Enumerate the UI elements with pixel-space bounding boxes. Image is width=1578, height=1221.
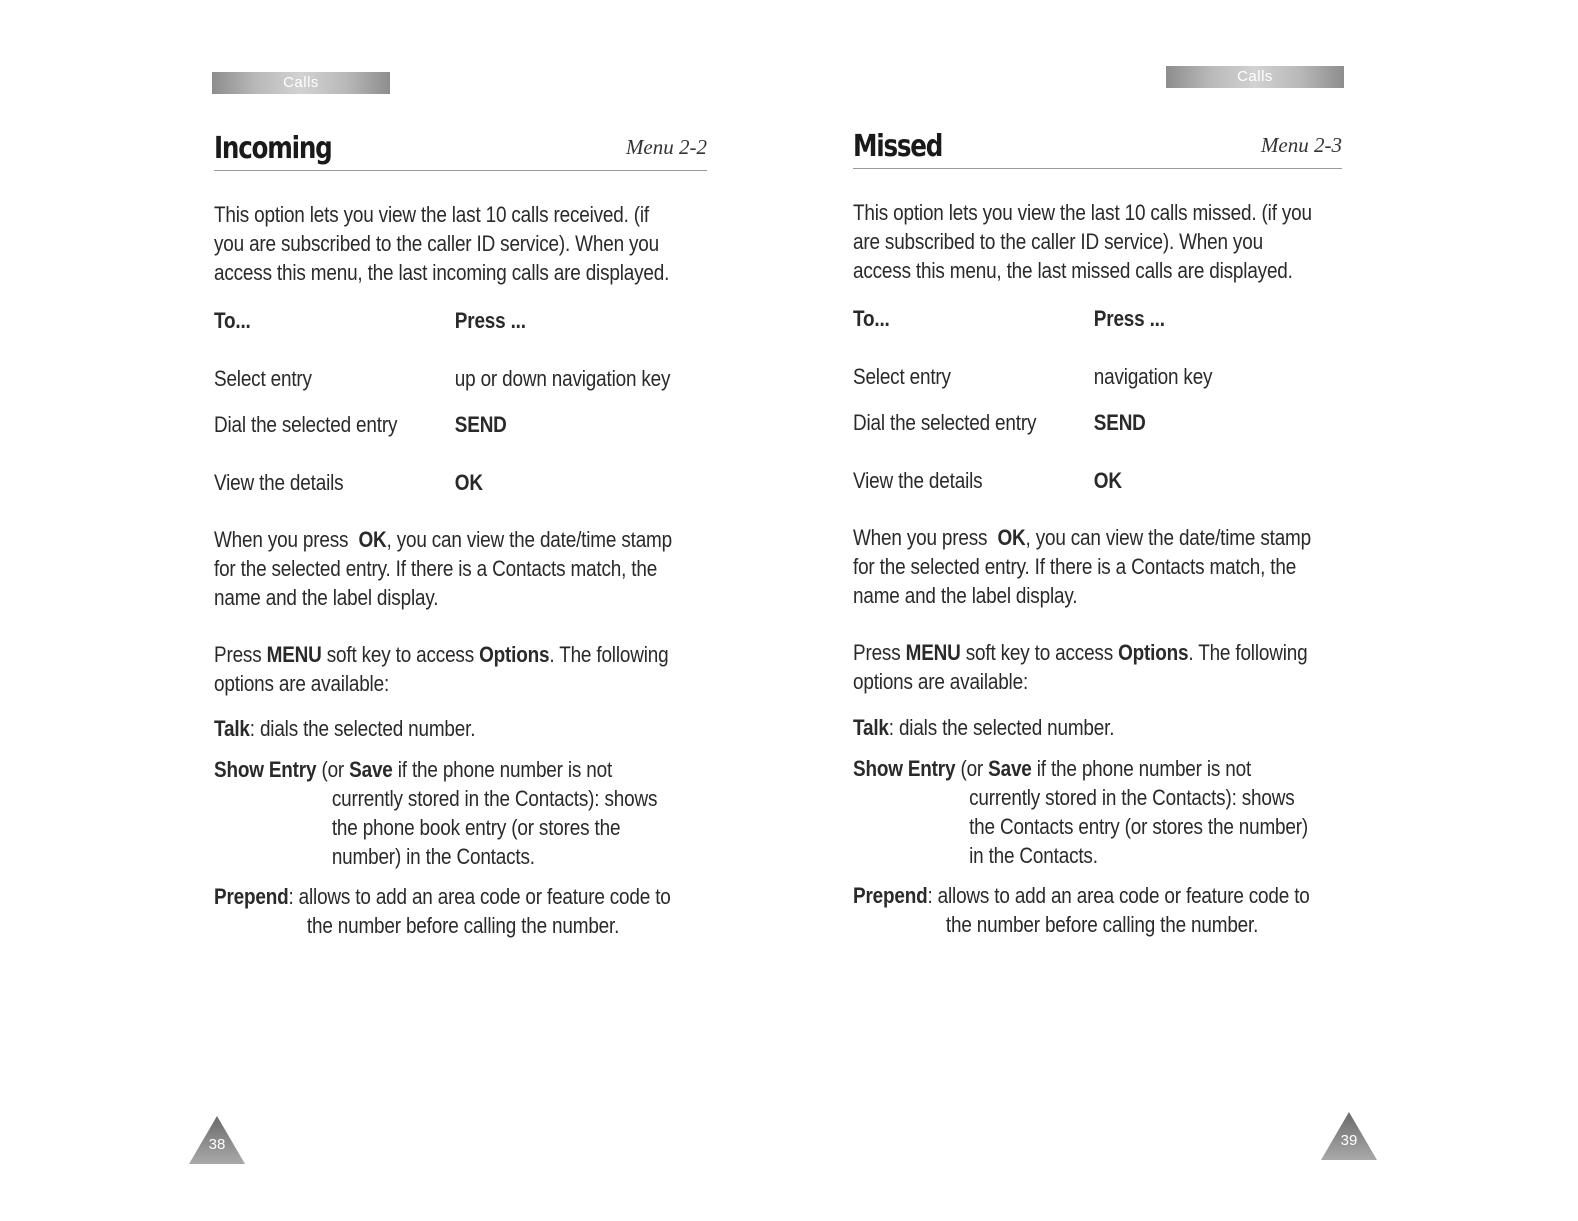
option-desc: if the phone number is not xyxy=(397,757,613,782)
row-action: Dial the selected entry xyxy=(853,410,1037,435)
note-text: for the selected entry. If there is a Contacts match, the xyxy=(214,556,658,581)
note-key: Options xyxy=(479,642,550,667)
table-row xyxy=(853,408,1340,438)
option-term: Save xyxy=(349,757,393,782)
option-show-entry xyxy=(214,755,704,871)
option-term: Show Entry xyxy=(214,757,317,782)
note-text: , you can view the date/time stamp xyxy=(1025,525,1311,550)
note-key: Options xyxy=(1118,640,1189,665)
intro-paragraph xyxy=(853,198,1340,285)
option-desc: (or xyxy=(960,756,984,781)
note-text: for the selected entry. If there is a Contacts match, the xyxy=(853,554,1297,579)
option-desc: the phone book entry (or stores the xyxy=(331,815,621,840)
page-number: 39 xyxy=(1340,1132,1358,1149)
row-action: Select entry xyxy=(853,364,951,389)
option-term: Prepend xyxy=(853,883,928,908)
option-desc: if the phone number is not xyxy=(1036,756,1252,781)
header-to: To... xyxy=(853,306,890,331)
page-number-badge xyxy=(1319,1110,1379,1162)
option-desc: currently stored in the Contacts): shows xyxy=(969,785,1295,810)
intro-line: are subscribed to the caller ID service). When you xyxy=(853,229,1263,254)
page-number-badge xyxy=(187,1114,247,1166)
option-desc: : allows to add an area code or feature code to xyxy=(927,883,1310,908)
option-desc: : allows to add an area code or feature code to xyxy=(288,884,671,909)
option-desc: currently stored in the Contacts): shows xyxy=(331,786,658,811)
right-page xyxy=(853,0,1358,1221)
row-action: Select entry xyxy=(214,366,312,391)
note-text: soft key to access xyxy=(326,642,475,667)
page-title: Incoming xyxy=(214,131,332,166)
ok-note xyxy=(853,523,1343,610)
option-desc: the Contacts entry (or stores the number) xyxy=(969,814,1309,839)
section-header xyxy=(214,124,707,171)
option-term: Talk xyxy=(853,715,889,740)
page-number: 38 xyxy=(208,1136,226,1153)
note-text: . The following xyxy=(549,642,669,667)
option-desc: number) in the Contacts. xyxy=(331,844,535,869)
row-action: View the details xyxy=(853,468,983,493)
option-term: Prepend xyxy=(214,884,289,909)
note-text: , you can view the date/time stamp xyxy=(386,527,672,552)
intro-line: This option lets you view the last 10 calls received. (if xyxy=(214,202,650,227)
note-text: Press xyxy=(214,642,262,667)
row-action: View the details xyxy=(214,470,344,495)
note-text: When you press xyxy=(214,527,349,552)
row-key: OK xyxy=(454,470,483,495)
option-term: Save xyxy=(988,756,1032,781)
option-desc: in the Contacts. xyxy=(969,843,1098,868)
note-text: name and the label display. xyxy=(853,583,1078,608)
row-key: navigation key xyxy=(1093,364,1213,389)
ok-note xyxy=(214,525,704,612)
header-press: Press ... xyxy=(1093,306,1165,331)
table-row xyxy=(853,362,1340,392)
header-to: To... xyxy=(214,308,251,333)
intro-line: you are subscribed to the caller ID service). When you xyxy=(214,231,659,256)
option-desc: (or xyxy=(321,757,345,782)
option-talk xyxy=(853,713,1343,742)
note-text: soft key to access xyxy=(965,640,1114,665)
option-term: Show Entry xyxy=(853,756,956,781)
table-row xyxy=(214,410,701,440)
section-header xyxy=(853,122,1342,169)
note-key: OK xyxy=(997,525,1026,550)
note-text: options are available: xyxy=(214,671,390,696)
intro-line: This option lets you view the last 10 calls missed. (if you xyxy=(853,200,1312,225)
header-press: Press ... xyxy=(454,308,526,333)
page-title: Missed xyxy=(853,129,943,164)
option-prepend xyxy=(214,882,704,940)
table-row xyxy=(214,468,701,498)
row-key: SEND xyxy=(454,412,507,437)
section-tab: Calls xyxy=(212,72,390,94)
option-desc: : dials the selected number. xyxy=(249,716,476,741)
note-key: OK xyxy=(358,527,387,552)
option-term: Talk xyxy=(214,716,250,741)
row-action: Dial the selected entry xyxy=(214,412,398,437)
table-row xyxy=(214,364,701,394)
intro-line: access this menu, the last missed calls are displayed. xyxy=(853,258,1293,283)
note-text: When you press xyxy=(853,525,988,550)
note-text: options are available: xyxy=(853,669,1029,694)
menu-note xyxy=(214,640,704,698)
note-key: MENU xyxy=(905,640,961,665)
section-tab: Calls xyxy=(1166,66,1344,88)
row-key: up or down navigation key xyxy=(454,366,671,391)
intro-line: access this menu, the last incoming calls are displayed. xyxy=(214,260,670,285)
note-key: MENU xyxy=(266,642,322,667)
note-text: Press xyxy=(853,640,901,665)
menu-note xyxy=(853,638,1343,696)
option-talk xyxy=(214,714,704,743)
note-text: name and the label display. xyxy=(214,585,439,610)
option-prepend xyxy=(853,881,1343,939)
option-desc: : dials the selected number. xyxy=(888,715,1115,740)
left-page xyxy=(208,0,714,1221)
table-row xyxy=(853,466,1340,496)
option-show-entry xyxy=(853,754,1343,870)
row-key: SEND xyxy=(1093,410,1146,435)
intro-paragraph xyxy=(214,200,701,287)
row-key: OK xyxy=(1093,468,1122,493)
option-desc: the number before calling the number. xyxy=(945,912,1259,937)
note-text: . The following xyxy=(1188,640,1308,665)
menu-reference: Menu 2-2 xyxy=(625,135,707,159)
menu-reference: Menu 2-3 xyxy=(1260,133,1342,157)
option-desc: the number before calling the number. xyxy=(306,913,620,938)
